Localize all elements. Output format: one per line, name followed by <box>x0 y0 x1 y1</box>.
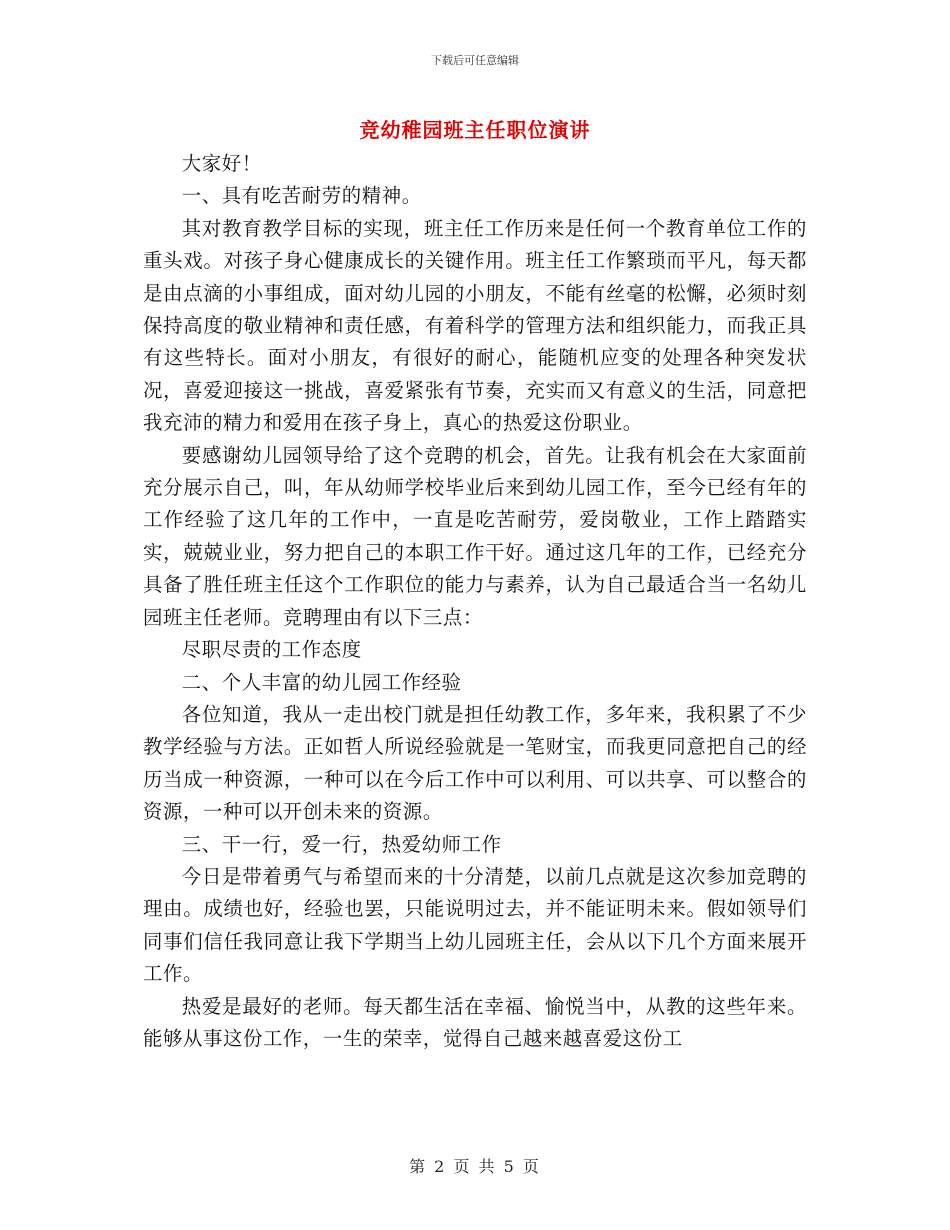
paragraph: 热爱是最好的老师。每天都生活在幸福、愉悦当中，从教的这些年来。能够从事这份工作，一生的荣幸，觉得自己越来越喜爱这份工 <box>143 994 807 1050</box>
paragraph: 今日是带着勇气与希望而来的十分清楚，以前几点就是这次参加竞聘的理由。成绩也好，经验也罢，只能说明过去，并不能证明未来。假如领导们同事们信任我同意让我下学期当上幼儿园班主任，会从以下几个方面来展开工作。 <box>143 864 807 986</box>
document-title: 竞幼稚园班主任职位演讲 <box>359 118 591 142</box>
page-header: 下载后可任意编辑 <box>431 54 519 67</box>
paragraph: 二、个人丰富的幼儿园工作经验 <box>181 670 462 694</box>
page-footer: 第 2 页 共 5 页 <box>409 1157 541 1176</box>
paragraph: 尽职尽责的工作态度 <box>181 638 362 662</box>
paragraph: 一、具有吃苦耐劳的精神。 <box>181 184 422 208</box>
paragraph: 大家好！ <box>181 152 262 175</box>
paragraph: 各位知道，我从一走出校门就是担任幼教工作，多年来，我积累了不少教学经验与方法。正如哲人所说经验就是一笔财宝，而我更同意把自己的经历当成一种资源，一种可以在今后工作中可以利用、可以共享、可以整合的资源，一种可以开创未来的资源。 <box>143 702 807 824</box>
document-body <box>143 148 807 1055</box>
paragraph: 三、干一行，爱一行，热爱幼师工作 <box>181 832 502 856</box>
paragraph: 其对教育教学目标的实现，班主任工作历来是任何一个教育单位工作的重头戏。对孩子身心健康成长的关键作用。班主任工作繁琐而平凡，每天都是由点滴的小事组成，面对幼儿园的小朋友，不能有丝毫的松懈，必须时刻保持高度的敬业精神和责任感，有着科学的管理方法和组织能力，而我正具有这些特长。面对小朋友，有很好的耐心，能随机应变的处理各种突发状况，喜爱迎接这一挑战，喜爱紧张有节奏，充实而又有意义的生活，同意把我充沛的精力和爱用在孩子身上，真心的热爱这份职业。 <box>143 216 807 435</box>
paragraph: 要感谢幼儿园领导给了这个竞聘的机会，首先。让我有机会在大家面前充分展示自己，叫，年从幼师学校毕业后来到幼儿园工作，至今已经有年的工作经验了这几年的工作中，一直是吃苦耐劳，爱岗敬业，工作上踏踏实实，兢兢业业，努力把自己的本职工作干好。通过这几年的工作，已经充分具备了胜任班主任这个工作职位的能力与素养，认为自己最适合当一名幼儿园班主任老师。竞聘理由有以下三点： <box>143 443 807 629</box>
